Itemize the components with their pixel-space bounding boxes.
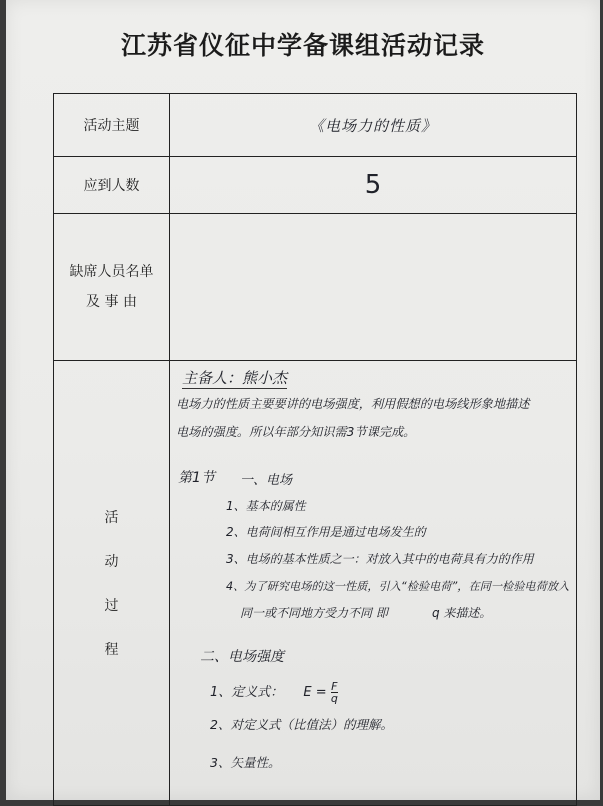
absentees-label-line1: 缺席人员名单 — [69, 264, 154, 280]
lesson-heading: 第1节 — [178, 470, 215, 486]
absentees-label — [54, 214, 170, 361]
list-item: 2、对定义式（比值法）的理解。 — [210, 717, 393, 732]
presenter: 主备人：熊小杰 — [182, 369, 288, 387]
list-item: 3、电场的基本性质之一：对放入其中的电荷具有力的作用 — [226, 552, 534, 566]
list-item: 同一或不同地方受力不同 即 — [240, 606, 388, 620]
absentees-label-line2: 及 事 由 — [86, 294, 137, 310]
formula-denominator: q — [330, 692, 338, 705]
page-title: 江苏省仪征中学备课组活动记录 — [120, 31, 485, 60]
absentees-value — [170, 214, 577, 361]
list-item: 4、为了研究电场的这一性质，引入“检验电荷”，在同一检验电荷放入 — [226, 580, 570, 593]
intro-line: 电场的强度。所以年部分知识需3节课完成。 — [176, 425, 416, 439]
formula-fraction — [331, 681, 338, 704]
definition-label: 1、定义式： — [210, 685, 284, 700]
process-label-char: 活 — [104, 510, 119, 526]
list-item: 2、电荷间相互作用是通过电场发生的 — [226, 525, 426, 539]
attendance-value: 5 — [170, 157, 577, 214]
process-label-char: 过 — [104, 598, 119, 614]
process-label-char: 动 — [104, 554, 119, 570]
absentees-row — [54, 214, 577, 361]
list-item: 1、基本的属性 — [226, 499, 306, 513]
process-label — [54, 361, 170, 806]
theme-label: 活动主题 — [54, 94, 170, 157]
theme-value: 《电场力的性质》 — [170, 94, 577, 157]
section-heading: 一、电场 — [240, 473, 293, 488]
attendance-row — [54, 157, 577, 214]
process-content — [170, 361, 577, 806]
section-heading: 二、电场强度 — [200, 649, 284, 665]
paper-sheet — [6, 0, 600, 800]
formula-lhs: E = — [303, 685, 327, 700]
attendance-label: 应到人数 — [54, 157, 170, 214]
list-item: 3、矢量性。 — [210, 755, 281, 770]
list-item — [210, 681, 338, 704]
formula-numerator: F — [331, 680, 338, 693]
theme-row — [54, 94, 577, 157]
record-form — [53, 93, 577, 806]
intro-line: 电场力的性质主要要讲的电场强度，利用假想的电场线形象地描述 — [176, 397, 530, 411]
process-label-char: 程 — [104, 642, 119, 658]
list-item-end: q 来描述。 — [432, 606, 492, 620]
process-row — [54, 361, 577, 806]
